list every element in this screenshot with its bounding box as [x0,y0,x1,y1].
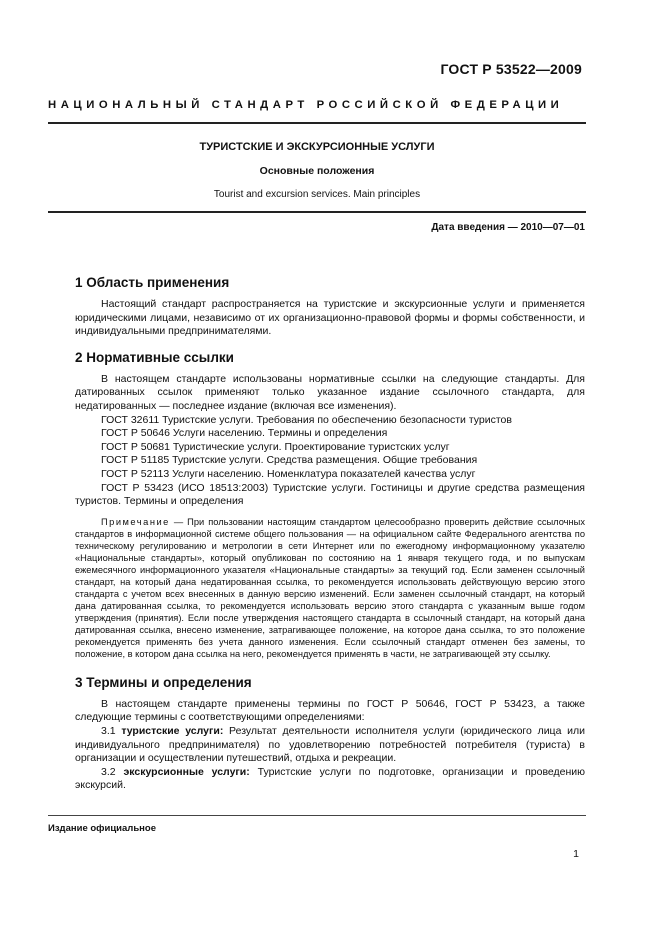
national-standard-banner: НАЦИОНАЛЬНЫЙ СТАНДАРТ РОССИЙСКОЙ ФЕДЕРАЦИИ [48,99,564,111]
standard-number: ГОСТ Р 53522—2009 [440,61,582,77]
reference-item: ГОСТ Р 53423 (ИСО 18513:2003) Туристские услуги. Гостиницы и другие средства размещения туристов. Термины и определения [75,481,585,508]
note-text: — При пользовании настоящим стандартом целесообразно проверить действие ссылочных стандартов в информационной системе общего пользования — на официальном сайте Федерального агентства по техническому регулированию и метрологии в сети Интернет или по ежегодному информационному указателю «Национальные стандарты», который опубликован по состоянию на 1 января текущего года, и по выпускам ежемесячного информационного указателя «Национальные стандарты» за текущий год. Если заменен ссылочный стандарт, на который дана недатированная ссылка, то рекомендуется использовать действующую версию этого стандарта с учетом всех внесенных в данную версию изменений. Если заменен ссылочный стандарт, на который дана датированная ссылка, то рекомендуется использовать версию этого стандарта с указанным выше годом утверждения (принятия). Если после утверждения настоящего стандарта в ссылочный стандарт, на который дана датированная ссылка, внесено изменение, затрагивающее положение, на которое дана ссылка, то это положение рекомендуется применять без учета данного изменения. Если ссылочный стандарт отменен без замены, то положение, в котором дана ссылка на него, рекомендуется применять в части, не затрагивающей эту ссылку. [75,516,585,659]
term-number: 3.1 [101,724,116,737]
section-terms-definitions [75,675,585,793]
note-paragraph [75,516,585,660]
section-heading: 3 Термины и определения [75,674,252,690]
document-body [75,275,585,793]
section-normative-references [75,350,585,660]
reference-item: ГОСТ Р 50681 Туристические услуги. Проектирование туристских услуг [101,440,450,453]
introduction-date: Дата введения — 2010—07—01 [431,222,585,233]
section-heading: 1 Область применения [75,275,230,290]
reference-list [75,414,585,509]
bottom-divider [48,211,586,213]
official-edition-label: Издание официальное [48,823,156,834]
section-paragraph: В настоящем стандарте использованы нормативные ссылки на следующие стандарты. Для датированных ссылок применяют только указанное издание ссылочного стандарта, для недатированных — последнее издание (включая все изменения). [75,372,585,412]
section-heading: 2 Нормативные ссылки [75,349,234,365]
term-text: Результат деятельности исполнителя услуги (юридического лица или индивидуального предпринимателя) по удовлетворению потребностей потребителя (туриста) в организации и осуществлении путешествий, отдыха и рекреации. [75,724,585,765]
term-definition [75,766,585,793]
term-number: 3.2 [101,765,116,778]
reference-item: ГОСТ Р 52113 Услуги населению. Номенклатура показателей качества услуг [101,467,476,480]
reference-item: ГОСТ Р 51185 Туристские услуги. Средства размещения. Общие требования [101,454,478,467]
document-title: ТУРИСТСКИЕ И ЭКСКУРСИОННЫЕ УСЛУГИ [199,141,435,153]
reference-item: ГОСТ 32611 Туристские услуги. Требования по обеспечению безопасности туристов [101,413,512,426]
reference-item: ГОСТ Р 50646 Услуги населению. Термины и определения [101,427,388,440]
english-title: Tourist and excursion services. Main principles [213,189,421,200]
note-block [75,516,585,660]
term-text: Туристские услуги по подготовке, организации и проведению экскурсий. [75,765,586,792]
page-number: 1 [573,848,579,860]
document-subtitle: Основные положения [259,165,375,177]
term-name: туристские услуги: [121,724,224,737]
section-paragraph: В настоящем стандарте применены термины по ГОСТ Р 50646, ГОСТ Р 53423, а также следующие термины с соответствующими определениями: [75,697,585,724]
note-label: Примечание [101,516,170,527]
section-paragraph: Настоящий стандарт распространяется на туристские и экскурсионные услуги и применяется юридическими лицами, независимо от их организационно-правовой формы и формы собственности, и индивидуальными предпринимателями. [75,298,585,338]
term-definition [75,725,585,766]
top-divider [48,122,586,124]
footer-divider [48,815,586,816]
section-scope [75,275,585,339]
term-name: экскурсионные услуги: [123,765,250,778]
